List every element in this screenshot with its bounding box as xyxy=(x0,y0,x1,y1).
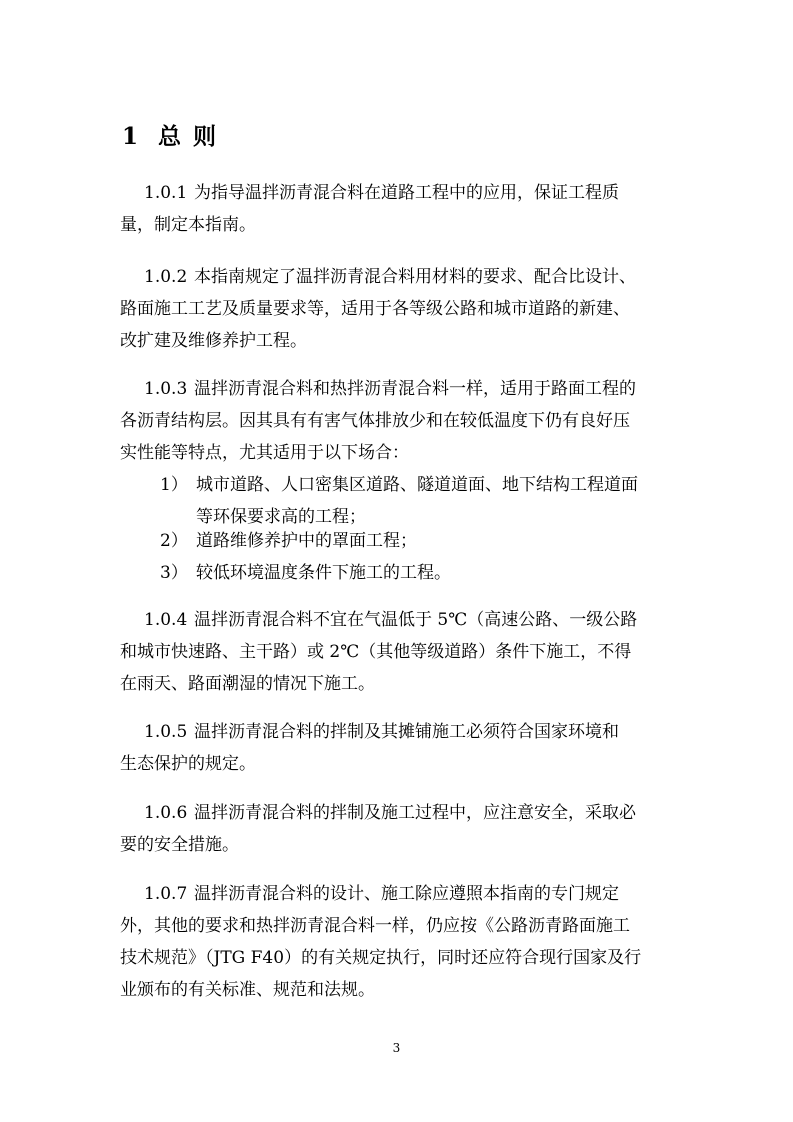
list-marker: 2） xyxy=(160,531,188,551)
clause-number: 1.0.1 xyxy=(144,183,188,203)
clause-text-line: 温拌沥青混合料不宜在气温低于 5℃（高速公路、一级公路 xyxy=(194,610,638,630)
clause-1-0-6 xyxy=(120,797,682,861)
clause-text-line: 量，制定本指南。 xyxy=(120,215,256,235)
clause-1-0-5 xyxy=(120,716,682,780)
clause-text-line: 温拌沥青混合料的拌制及其摊铺施工必须符合国家环境和 xyxy=(194,722,619,742)
clause-1-0-4 xyxy=(120,604,682,700)
clause-number: 1.0.5 xyxy=(144,722,188,742)
chapter-title xyxy=(122,118,218,151)
clause-text-line: 实性能等特点，尤其适用于以下场合： xyxy=(120,443,409,463)
clause-text-line: 和城市快速路、主干路）或 2℃（其他等级道路）条件下施工，不得 xyxy=(120,642,632,662)
chapter-number: 1 xyxy=(122,123,141,150)
list-marker: 3） xyxy=(160,563,188,583)
list-item xyxy=(160,469,682,533)
clause-text-line: 在雨天、路面潮湿的情况下施工。 xyxy=(120,674,375,694)
clause-text-line: 要的安全措施。 xyxy=(120,835,239,855)
clause-number: 1.0.2 xyxy=(144,267,188,287)
list-item-text: 较低环境温度条件下施工的工程。 xyxy=(196,563,451,583)
list-item xyxy=(160,525,682,557)
page-number: 3 xyxy=(392,1041,401,1055)
list-marker: 1） xyxy=(160,475,188,495)
clause-number: 1.0.3 xyxy=(144,379,188,399)
clause-text-line: 为指导温拌沥青混合料在道路工程中的应用，保证工程质 xyxy=(194,183,619,203)
clause-number: 1.0.7 xyxy=(144,884,188,904)
clause-text-line: 业颁布的有关标准、规范和法规。 xyxy=(120,980,375,1000)
clause-text-line: 路面施工工艺及质量要求等，适用于各等级公路和城市道路的新建、 xyxy=(120,299,630,319)
clause-text-line: 温拌沥青混合料的设计、施工除应遵照本指南的专门规定 xyxy=(194,884,619,904)
clause-text-line: 外，其他的要求和热拌沥青混合料一样，仍应按《公路沥青路面施工 xyxy=(120,916,630,936)
clause-1-0-2 xyxy=(120,261,682,357)
clause-text-line: 各沥青结构层。因其具有有害气体排放少和在较低温度下仍有良好压 xyxy=(120,411,630,431)
chapter-title-text: 总 则 xyxy=(158,123,219,150)
list-item-text: 等环保要求高的工程； xyxy=(196,507,366,527)
clause-text-line: 本指南规定了温拌沥青混合料用材料的要求、配合比设计、 xyxy=(194,267,636,287)
clause-text-line: 技术规范》（JTG F40）的有关规定执行，同时还应符合现行国家及行 xyxy=(120,948,642,968)
clause-1-0-1 xyxy=(120,177,682,241)
clause-text-line: 生态保护的规定。 xyxy=(120,754,256,774)
clause-text-line: 温拌沥青混合料的拌制及施工过程中，应注意安全，采取必 xyxy=(194,803,636,823)
clause-text-line: 改扩建及维修养护工程。 xyxy=(120,331,307,351)
list-item xyxy=(160,557,682,589)
clause-text-line: 温拌沥青混合料和热拌沥青混合料一样，适用于路面工程的 xyxy=(194,379,636,399)
list-item-text: 道路维修养护中的罩面工程； xyxy=(196,531,417,551)
clause-number: 1.0.6 xyxy=(144,803,188,823)
clause-1-0-7 xyxy=(120,878,682,1006)
clause-number: 1.0.4 xyxy=(144,610,188,630)
list-item-text: 城市道路、人口密集区道路、隧道道面、地下结构工程道面 xyxy=(196,475,638,495)
clause-1-0-3 xyxy=(120,373,682,469)
